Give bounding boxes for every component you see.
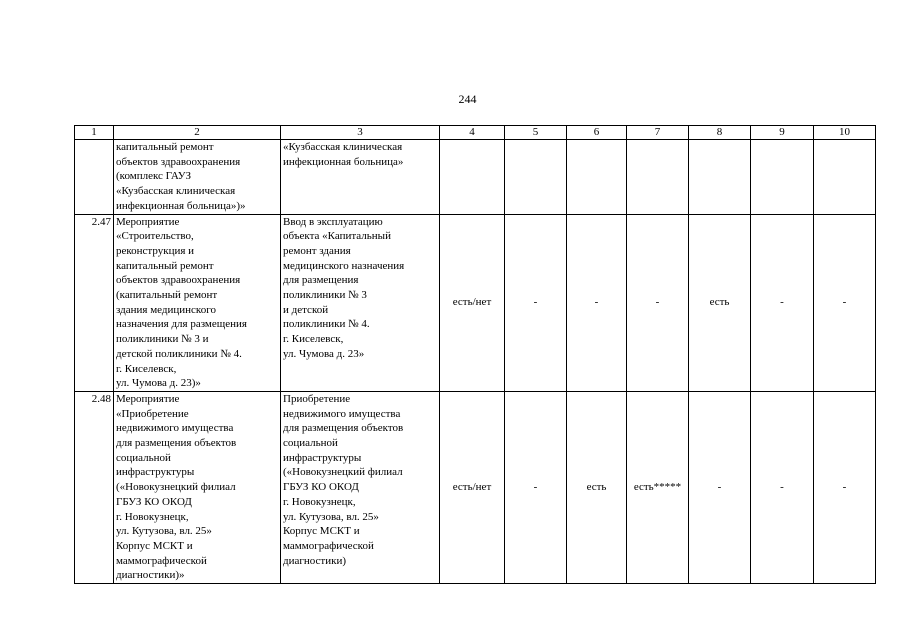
- value-cell: [814, 140, 876, 215]
- event-name-text: Мероприятие «Строительство, реконструкция и капитальный ремонт объектов здравоохранения (капитальный ремонт здания медицинского назначения для размещения поликлиники № 3 и детской поликлиники № 4. г. Киселевск, ул. Чумова д. 23)»: [116, 215, 247, 390]
- value-cell: -: [751, 214, 814, 391]
- result-cell: [281, 214, 440, 391]
- value-cell: -: [505, 214, 567, 391]
- value-cell: есть: [689, 214, 751, 391]
- value-cell: [627, 140, 689, 215]
- value-cell: -: [505, 391, 567, 583]
- column-header: 2: [114, 126, 281, 140]
- table-row: [75, 391, 876, 583]
- column-header: 3: [281, 126, 440, 140]
- value-cell: -: [567, 214, 627, 391]
- table-row: [75, 140, 876, 215]
- value-cell: есть/нет: [440, 391, 505, 583]
- value-cell: -: [814, 214, 876, 391]
- column-header: 8: [689, 126, 751, 140]
- event-name-cell: [114, 391, 281, 583]
- table-header-row: [75, 126, 876, 140]
- column-header: 7: [627, 126, 689, 140]
- column-header: 1: [75, 126, 114, 140]
- column-header: 10: [814, 126, 876, 140]
- column-header: 6: [567, 126, 627, 140]
- result-cell: [281, 140, 440, 215]
- value-cell: [505, 140, 567, 215]
- value-cell: -: [689, 391, 751, 583]
- page-number: 244: [458, 92, 477, 106]
- column-header: 5: [505, 126, 567, 140]
- result-cell: [281, 391, 440, 583]
- event-name-text: Мероприятие «Приобретение недвижимого имущества для размещения объектов социальной инфраструктуры («Новокузнецкий филиал ГБУЗ КО ОКОД г. Новокузнецк, ул. Кутузова, вл. 25» Корпус МСКТ и маммографической диагностики)»: [116, 392, 237, 582]
- column-header: 9: [751, 126, 814, 140]
- row-number: 2.47: [75, 214, 114, 391]
- value-cell: -: [814, 391, 876, 583]
- result-text: «Кузбасская клиническая инфекционная больница»: [283, 141, 404, 168]
- event-name-text: капитальный ремонт объектов здравоохранения (комплекс ГАУЗ «Кузбасская клиническая инфекционная больница»)»: [116, 141, 246, 212]
- event-name-cell: [114, 214, 281, 391]
- document-table: [74, 125, 876, 584]
- result-text: Приобретение недвижимого имущества для размещения объектов социальной инфраструктуры («Новокузнецкий филиал ГБУЗ КО ОКОД г. Новокузнецк, ул. Кутузова, вл. 25» Корпус МСКТ и маммографической диагностики): [283, 392, 404, 567]
- row-number: 2.48: [75, 391, 114, 583]
- value-cell: есть*****: [627, 391, 689, 583]
- value-cell: [751, 140, 814, 215]
- value-cell: [689, 140, 751, 215]
- table-row: [75, 214, 876, 391]
- value-cell: [440, 140, 505, 215]
- event-name-cell: [114, 140, 281, 215]
- value-cell: [567, 140, 627, 215]
- value-cell: -: [751, 391, 814, 583]
- column-header: 4: [440, 126, 505, 140]
- value-cell: есть/нет: [440, 214, 505, 391]
- result-text: Ввод в эксплуатацию объекта «Капитальный ремонт здания медицинского назначения для размещения поликлиники № 3 и детской поликлиники № 4. г. Киселевск, ул. Чумова д. 23»: [283, 215, 405, 360]
- value-cell: -: [627, 214, 689, 391]
- row-number: [75, 140, 114, 215]
- value-cell: есть: [567, 391, 627, 583]
